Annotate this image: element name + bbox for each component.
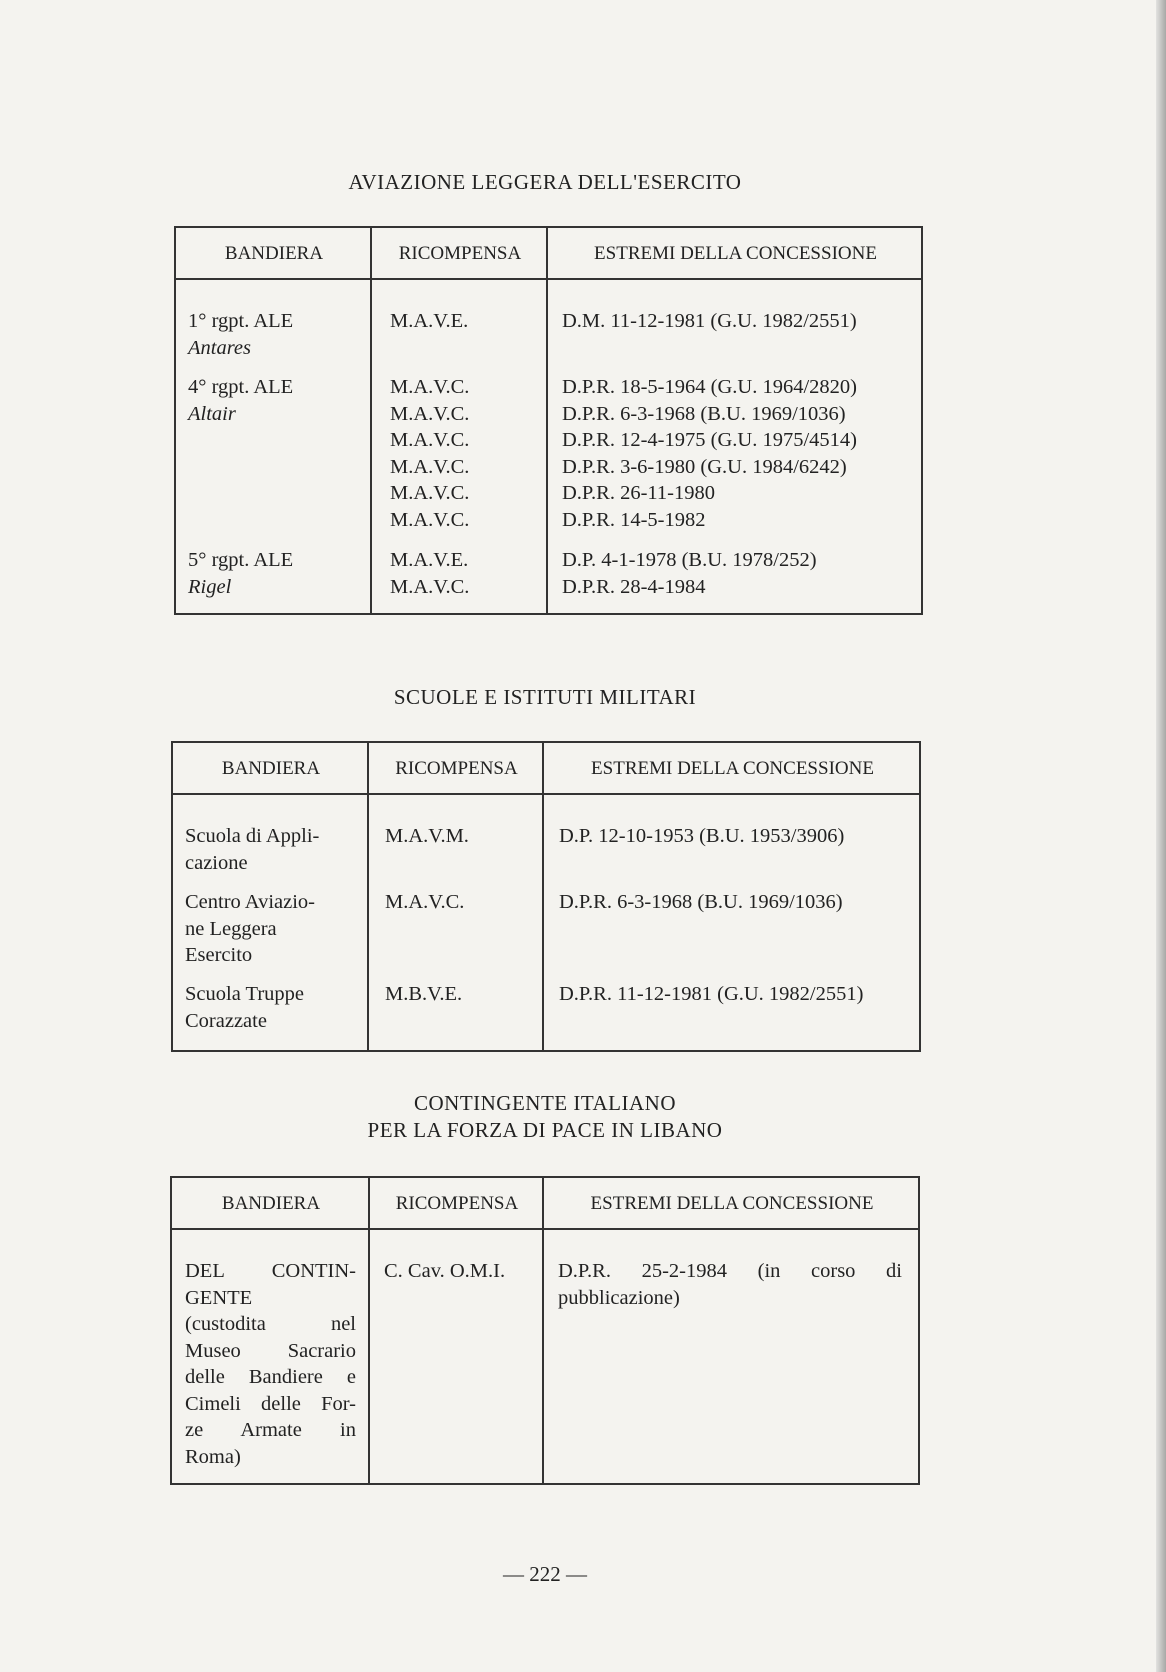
column-divider (546, 228, 548, 613)
table-header (176, 228, 921, 280)
cell-ricompensa: M.A.V.C. (385, 891, 465, 913)
cell-ricompensa: M.A.V.E. (390, 310, 469, 332)
cell-bandiera: DEL CONTIN- GENTE (custodita nel Museo Sacrario delle Bandiere e Cimeli delle For- ze Armate in Roma) (185, 1260, 356, 1468)
table-header (172, 1178, 918, 1230)
page-edge (1156, 0, 1166, 1672)
cell-bandiera: Centro Aviazio- ne Leggera Esercito (185, 891, 315, 966)
cell-bandiera: 4° rgpt. ALE Altair (188, 376, 294, 425)
cell-estremi: D.P. 4-1-1978 (B.U. 1978/252) D.P.R. 28-4-1984 (562, 549, 817, 598)
cell-bandiera: Scuola di Appli- cazione (185, 825, 320, 874)
section-title-scuole: SCUOLE E ISTITUTI MILITARI (393, 685, 697, 709)
table-scuole (171, 741, 921, 1052)
column-divider (368, 1178, 370, 1483)
header-bandiera: BANDIERA (224, 243, 324, 264)
header-ricompensa: RICOMPENSA (395, 758, 518, 779)
cell-estremi: D.P.R. 18-5-1964 (G.U. 1964/2820) D.P.R. 6-3-1968 (B.U. 1969/1036) D.P.R. 12-4-1975 (G.U. 1975/4514) D.P.R. 3-6-1980 (G.U. 1984/6242) D.P.R. 26-11-1980 D.P.R. 14-5-1982 (562, 376, 857, 531)
column-divider (542, 1178, 544, 1483)
cell-estremi: D.P.R. 6-3-1968 (B.U. 1969/1036) (559, 891, 843, 913)
cell-estremi: D.P.R. 25-2-1984 (in corso di pubblicazione) (558, 1260, 902, 1309)
header-estremi: ESTREMI DELLA CONCESSIONE (594, 243, 877, 264)
header-ricompensa: RICOMPENSA (398, 243, 522, 264)
cell-ricompensa: M.B.V.E. (385, 983, 463, 1005)
header-ricompensa: RICOMPENSA (395, 1193, 519, 1214)
table-contingente (170, 1176, 920, 1485)
cell-ricompensa: M.A.V.M. (385, 825, 469, 847)
header-bandiera: BANDIERA (221, 1193, 321, 1214)
cell-estremi: D.P. 12-10-1953 (B.U. 1953/3906) (559, 825, 845, 847)
page-number: — 222 — (503, 1562, 587, 1586)
cell-bandiera: 5° rgpt. ALE Rigel (188, 549, 294, 598)
cell-bandiera: 1° rgpt. ALE Antares (188, 310, 294, 359)
section-title-line: PER LA FORZA DI PACE IN LIBANO (367, 1118, 723, 1142)
section-title-aviazione: AVIAZIONE LEGGERA DELL'ESERCITO (348, 170, 742, 194)
header-estremi: ESTREMI DELLA CONCESSIONE (590, 1193, 874, 1214)
table-header (173, 743, 919, 795)
cell-ricompensa: C. Cav. O.M.I. (384, 1260, 506, 1282)
cell-estremi: D.P.R. 11-12-1981 (G.U. 1982/2551) (559, 983, 864, 1005)
section-title-contingente (0, 1090, 1090, 1144)
table-aviazione (174, 226, 923, 615)
section-title-line: CONTINGENTE ITALIANO (413, 1091, 676, 1115)
cell-estremi: D.M. 11-12-1981 (G.U. 1982/2551) (562, 310, 857, 332)
header-bandiera: BANDIERA (221, 758, 321, 779)
cell-ricompensa: M.A.V.C. M.A.V.C. M.A.V.C. M.A.V.C. M.A.V.C. M.A.V.C. (390, 376, 470, 531)
cell-ricompensa: M.A.V.E. M.A.V.C. (390, 549, 470, 598)
cell-bandiera: Scuola Truppe Corazzate (185, 983, 305, 1032)
column-divider (542, 743, 544, 1050)
column-divider (370, 228, 372, 613)
column-divider (367, 743, 369, 1050)
header-estremi: ESTREMI DELLA CONCESSIONE (591, 758, 874, 779)
